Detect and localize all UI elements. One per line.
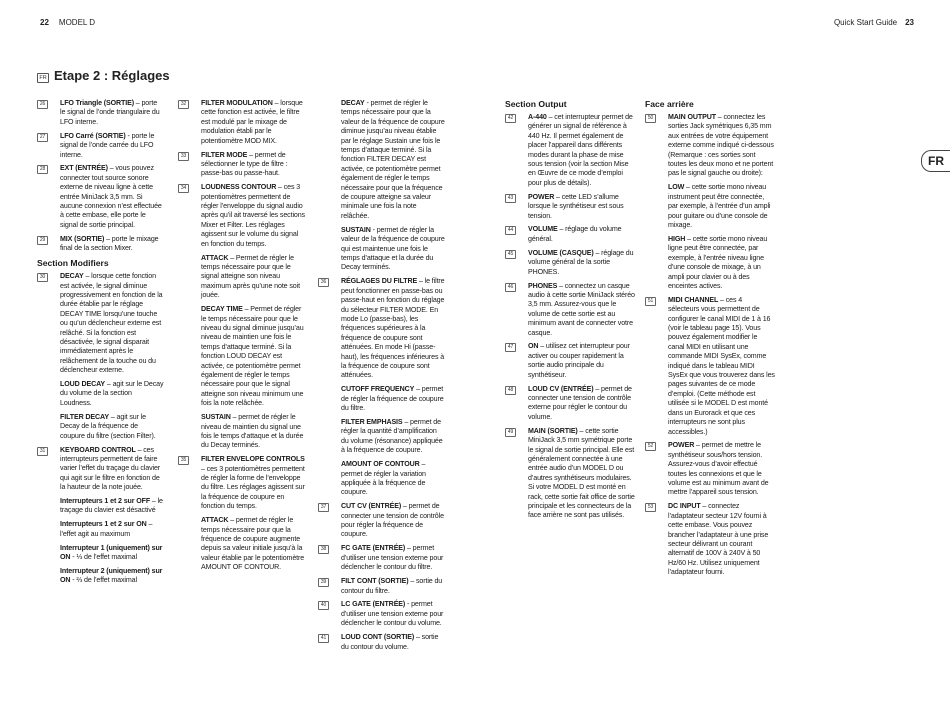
item-term: KEYBOARD CONTROL bbox=[60, 445, 136, 454]
sub-item bbox=[318, 418, 446, 456]
item-number: 42 bbox=[505, 114, 516, 123]
item-term: LC GATE (ENTRÉE) bbox=[341, 600, 406, 609]
sub-item bbox=[37, 497, 164, 516]
item-text: – permet de connecter une tension de contrôle pour régler la fréquence de coupure. bbox=[341, 502, 444, 539]
sub-term: DECAY bbox=[341, 99, 365, 107]
column-2 bbox=[178, 99, 306, 577]
sub-term: SUSTAIN bbox=[341, 225, 371, 234]
item-text: – connectez un casque audio à cette sortie MiniJack stéréo 3,5 mm. Assurez-vous que le volume de cette sortie est au minimum avant de connecter votre casque. bbox=[528, 281, 635, 337]
sub-term: ATTACK bbox=[201, 253, 229, 262]
item-number: 35 bbox=[178, 456, 189, 465]
item-text: – lorsque cette fonction est activée, le filtre est modulé par le mixage de modulation établi par le potentiomètre MOD MIX. bbox=[201, 99, 303, 145]
sub-term: ATTACK bbox=[201, 516, 229, 525]
list-item bbox=[318, 277, 446, 380]
list-item bbox=[318, 633, 446, 652]
sub-text: – agit sur le Decay de la fréquence de coupure du filtre (section Filter). bbox=[60, 412, 156, 440]
sub-text: - ⅓ de l’effet maximal bbox=[70, 553, 137, 562]
item-text: – réglage du volume général. bbox=[528, 225, 622, 243]
item-text: – ces 3 potentiomètres permettent de régler la forme de l’enveloppe du filtre. Les réglages agissent sur la fréquence de coupure en fonction du temps. bbox=[201, 464, 305, 511]
list-item bbox=[505, 193, 635, 221]
item-term: PHONES bbox=[528, 281, 558, 290]
sub-item bbox=[37, 413, 164, 441]
list-item bbox=[505, 225, 635, 244]
item-text: – ces 3 potentiomètres permettent de régler l’enveloppe du signal audio après qu’il ait traversé les sections Mixer et Filter. Les réglages agissent sur le volume du signal en fonction du temps. bbox=[201, 183, 305, 248]
sub-item bbox=[178, 254, 306, 301]
sub-text: – agit sur le Decay du volume de la section Loudness. bbox=[60, 380, 164, 407]
sub-text: - permet de régler la valeur de la fréquence de coupure qui est maintenue une fois le temps d’attaque et la durée du Decay terminés. bbox=[341, 225, 445, 272]
sub-text: – le traçage du clavier est désactivé bbox=[60, 497, 163, 515]
item-number: 48 bbox=[505, 386, 516, 395]
sub-item bbox=[37, 544, 164, 563]
item-number: 40 bbox=[318, 601, 329, 610]
column-5 bbox=[645, 99, 775, 582]
item-text: – ces 4 sélecteurs vous permettent de configurer le canal MIDI de 1 à 16 (voir le tableau page 15). Vous pouvez également modifier le canal MIDI en utilisant une commande MIDI SysEx, comme indiqué dans le tableau MIDI SysEx que vous trouverez dans les pages suivantes de ce mode d’emploi. (Cette méthode est utilisée si le MODEL D est monté dans un Eurorack et que ces interrupteurs ne sont plus accessibles.) bbox=[668, 295, 775, 436]
item-term: MAIN (SORTIE) bbox=[528, 426, 578, 435]
sub-item bbox=[37, 567, 164, 586]
sub-term: FILTER DECAY bbox=[60, 412, 110, 421]
header-left bbox=[40, 18, 95, 27]
sub-text: – permet de régler la quantité d’amplification du volume (résonance) appliquée à la fréquence de coupure. bbox=[341, 418, 443, 455]
page-title: Etape 2 : Réglages bbox=[54, 68, 170, 83]
item-number: 46 bbox=[505, 283, 516, 292]
item-term: MAIN OUTPUT bbox=[668, 113, 716, 121]
sub-term: Interrupteurs 1 et 2 sur ON bbox=[60, 520, 147, 529]
list-item bbox=[37, 132, 164, 160]
item-term: FILT CONT (SORTIE) bbox=[341, 577, 409, 586]
list-item bbox=[505, 427, 635, 521]
item-term: EXT (ENTRÉE) bbox=[60, 164, 108, 173]
list-item bbox=[178, 151, 306, 179]
item-text: – cette sortie MiniJack 3,5 mm symétrique porte le signal de sortie principal. Elle est généralement connectée à une entrée audio d’un MODEL D ou d’autres synthétiseurs modulaires. Si votre MODEL D est monté en rack, cette sortie fait office de sortie principale et les connecteurs de la face arrière ne sont pas utilisés. bbox=[528, 426, 635, 520]
item-number: 39 bbox=[318, 578, 329, 587]
item-number: 36 bbox=[318, 278, 329, 287]
section-heading: Section Modifiers bbox=[37, 258, 109, 269]
sub-term: LOUD DECAY bbox=[60, 380, 106, 389]
item-term: VOLUME bbox=[528, 225, 558, 234]
item-text: – cette LED s’allume lorsque le synthétiseur est sous tension. bbox=[528, 192, 624, 220]
item-term: FILTER MODULATION bbox=[201, 99, 273, 107]
item-number: 37 bbox=[318, 503, 329, 512]
language-badge: FR bbox=[37, 73, 49, 83]
sub-text: – cette sortie mono niveau ligne peut être connectée, par exemple, à l’entrée niveau ligne d’une console de mixage, à un ampli pour clavier ou à des enceintes actives. bbox=[668, 234, 768, 290]
sub-text: - ⅔ de l’effet maximal bbox=[70, 576, 137, 585]
list-item bbox=[318, 502, 446, 540]
sub-text: – Permet de régler le temps nécessaire pour que le niveau du signal diminue jusqu’au niveau de maintien une fois le temps d’attaque terminé. Si la fonction LOUD DECAY est activée, ce potentiomètre permet également de régler le temps nécessaire pour que le signal atteigne son niveau minimum une fois la note relâchée. bbox=[201, 305, 304, 408]
sub-term: FILTER EMPHASIS bbox=[341, 418, 403, 426]
sub-term: Interrupteur 1 (uniquement) sur ON bbox=[60, 543, 163, 562]
sub-term: AMOUNT OF CONTOUR bbox=[341, 460, 420, 469]
item-number: 41 bbox=[318, 634, 329, 643]
list-item bbox=[318, 600, 446, 628]
item-text: – sortie du contour du filtre. bbox=[341, 577, 443, 595]
item-text: – le filtre peut fonctionner en passe-bas ou passe-haut en fonction du réglage du sélecteur FILTER MODE. En mode Lo (passe-bas), les fréquences supérieures à la fréquence de coupure sont atténuées. En mode Hi (passe-haut), les fréquences inférieures à la fréquence de coupure sont atténuées. bbox=[341, 277, 445, 380]
sub-item bbox=[178, 305, 306, 408]
item-term: DC INPUT bbox=[668, 502, 701, 511]
item-number: 26 bbox=[37, 100, 48, 109]
item-number: 44 bbox=[505, 226, 516, 235]
item-number: 30 bbox=[37, 273, 48, 282]
sub-item bbox=[178, 516, 306, 572]
item-text: – porte le mixage final de la section Mixer. bbox=[60, 234, 159, 253]
sub-text: – permet de régler le niveau de maintien du signal une fois le temps d’attaque et la durée du Decay terminés. bbox=[201, 413, 304, 450]
list-item bbox=[37, 164, 164, 230]
item-number: 31 bbox=[37, 447, 48, 456]
list-item bbox=[178, 183, 306, 249]
col1-items bbox=[37, 99, 164, 254]
item-term: FILTER ENVELOPE CONTROLS bbox=[201, 455, 305, 464]
sub-item bbox=[318, 460, 446, 498]
item-number: 43 bbox=[505, 194, 516, 203]
sub-item bbox=[318, 385, 446, 413]
item-text: – porte le signal de l’onde triangulaire du LFO interne. bbox=[60, 99, 160, 126]
item-text: – réglage du volume général de la sortie PHONES. bbox=[528, 248, 634, 276]
sub-term: DECAY TIME bbox=[201, 305, 243, 314]
item-text: – lorsque cette fonction est activée, le signal diminue progressivement en fonction de la durée établie par le réglage DECAY TIME lorsqu’une touche ou qu’un déclencheur externe est relâché. Si la fonction est désactivée, le signal disparait immédiatement après le relâchement de la touche ou du déclencheur externe. bbox=[60, 272, 163, 375]
header-product: MODEL D bbox=[58, 18, 96, 27]
sub-term: LOW bbox=[668, 183, 685, 192]
item-text: – permet de connecter une tension de contrôle externe pour régler le contour du volume. bbox=[528, 384, 632, 421]
item-text: – sortie du contour du volume. bbox=[341, 633, 439, 651]
list-item bbox=[37, 235, 164, 254]
sub-item bbox=[645, 235, 775, 291]
sub-text: – permet de régler le temps nécessaire pour que la fréquence de coupure augmente depuis sa valeur initiale jusqu’à la valeur établie par le potentiomètre AMOUNT OF CONTOUR. bbox=[201, 516, 305, 572]
sub-term: CUTOFF FREQUENCY bbox=[341, 385, 415, 394]
item-term: LOUD CONT (SORTIE) bbox=[341, 633, 415, 642]
sub-text: – cette sortie mono niveau instrument peut être connectée, par exemple, à l’entrée d’un ampli pour guitare ou d’une console de mixage. bbox=[668, 183, 771, 229]
list-item bbox=[505, 385, 635, 423]
list-item bbox=[37, 272, 164, 375]
item-number: 29 bbox=[37, 236, 48, 245]
item-text: – permet d’utiliser une tension externe pour déclencher le contour du filtre. bbox=[341, 544, 444, 572]
section-heading: Section Output bbox=[505, 99, 567, 109]
page-number-left: 22 bbox=[40, 18, 49, 27]
sub-text: – l’effet agit au maximum bbox=[60, 520, 153, 538]
sub-text: – permet de régler la variation appliquée à la fréquence de coupure. bbox=[341, 460, 426, 497]
item-term: FILTER MODE bbox=[201, 150, 248, 159]
list-item bbox=[318, 544, 446, 572]
sub-term: HIGH bbox=[668, 234, 686, 243]
list-item bbox=[178, 455, 306, 511]
list-item bbox=[645, 502, 775, 577]
sub-item bbox=[37, 380, 164, 408]
item-number: 28 bbox=[37, 165, 48, 174]
sub-item bbox=[178, 413, 306, 451]
item-text: - permet d’utiliser une tension externe pour déclencher le contour du volume. bbox=[341, 600, 444, 628]
item-number: 38 bbox=[318, 545, 329, 554]
sub-item bbox=[37, 520, 164, 539]
item-number: 32 bbox=[178, 100, 189, 109]
item-text: – permet de sélectionner le type de filtre : passe-bas ou passe-haut. bbox=[201, 150, 288, 178]
item-term: RÉGLAGES DU FILTRE bbox=[341, 277, 418, 286]
column-4 bbox=[505, 99, 635, 525]
item-term: MIDI CHANNEL bbox=[668, 295, 719, 304]
sub-term: Interrupteurs 1 et 2 sur OFF bbox=[60, 497, 151, 506]
list-item bbox=[645, 113, 775, 179]
list-item bbox=[37, 446, 164, 493]
sub-item bbox=[645, 183, 775, 230]
item-term: FC GATE (ENTRÉE) bbox=[341, 544, 406, 553]
item-text: – vous pouvez connecter tout source sonore externe de niveau ligne à cette entrée MiniJack 3,5 mm. Si aucune connexion n’est effectuée à cette embase, elle porte le signal de sortie principal. bbox=[60, 164, 162, 229]
item-text: - porte le signal de l’onde carrée du LFO interne. bbox=[60, 131, 155, 159]
page-number-right: 23 bbox=[905, 18, 914, 27]
language-side-tab: FR bbox=[921, 150, 950, 172]
list-item bbox=[505, 282, 635, 338]
item-text: – ces interrupteurs permettent de faire varier l’effet du traçage du clavier qui agit sur le filtre en fonction de la hauteur de la note jouée. bbox=[60, 445, 161, 492]
item-number: 49 bbox=[505, 428, 516, 437]
header-guide-title: Quick Start Guide bbox=[833, 18, 898, 27]
sub-text: – Permet de régler le temps nécessaire pour que le signal atteigne son niveau maximum après qu’une note soit jouée. bbox=[201, 253, 300, 300]
sub-item bbox=[318, 99, 446, 221]
item-text: – cet interrupteur permet de générer un signal de référence à 440 Hz. Il permet également de placer l’appareil dans différents modes durant la phase de mise sous tension (voir la section Mise en Œuvre de ce mode d’emploi pour plus de détails). bbox=[528, 113, 633, 187]
section-heading: Face arrière bbox=[645, 99, 694, 109]
item-text: – connectez les sorties Jack symétriques 6,35 mm aux entrées de votre équipement externe comme indiqué ci-dessous (Remarque : ces sorties sont toutes les deux mono et ne portent pas le signal gauche ou droite): bbox=[668, 113, 774, 178]
item-number: 34 bbox=[178, 184, 189, 193]
item-term: POWER bbox=[528, 192, 555, 201]
item-number: 53 bbox=[645, 503, 656, 512]
sub-text: – permet de régler la fréquence de coupure du filtre. bbox=[341, 385, 444, 413]
sub-item bbox=[318, 226, 446, 273]
column-3 bbox=[318, 99, 446, 656]
item-term: LFO Triangle (SORTIE) bbox=[60, 99, 134, 107]
item-number: 27 bbox=[37, 133, 48, 142]
item-text: – utilisez cet interrupteur pour activer ou couper rapidement la sortie audio principale du synthétiseur. bbox=[528, 342, 630, 379]
sub-term: Interrupteur 2 (uniquement) sur ON bbox=[60, 566, 163, 585]
item-term: MIX (SORTIE) bbox=[60, 234, 105, 243]
column-1 bbox=[37, 99, 164, 590]
item-term: VOLUME (CASQUE) bbox=[528, 248, 594, 257]
item-term: A-440 bbox=[528, 113, 547, 121]
item-number: 51 bbox=[645, 297, 656, 306]
list-item bbox=[318, 577, 446, 596]
list-item bbox=[505, 113, 635, 188]
item-term: LFO Carré (SORTIE) bbox=[60, 131, 126, 140]
item-term: LOUD CV (ENTRÉE) bbox=[528, 384, 594, 393]
item-number: 52 bbox=[645, 442, 656, 451]
item-number: 33 bbox=[178, 152, 189, 161]
item-term: LOUDNESS CONTOUR bbox=[201, 183, 277, 192]
list-item bbox=[505, 342, 635, 380]
sub-text: - permet de régler le temps nécessaire pour que la valeur de la fréquence de coupure diminue jusqu’au niveau établie par le réglage Sustain une fois le temps d’attaque terminé. Si la fonction FILTER DECAY est activée, ce potentiomètre permet également de régler le temps nécessaire pour que la fréquence de coupure atteigne sa valeur minimale une fois la note relâchée. bbox=[341, 99, 445, 220]
item-number: 47 bbox=[505, 343, 516, 352]
list-item bbox=[37, 99, 164, 127]
item-term: ON bbox=[528, 342, 539, 351]
item-term: DECAY bbox=[60, 272, 84, 281]
item-term: POWER bbox=[668, 441, 695, 450]
item-number: 50 bbox=[645, 114, 656, 123]
item-term: CUT CV (ENTRÉE) bbox=[341, 502, 402, 511]
list-item bbox=[178, 99, 306, 146]
item-text: – connectez l’adaptateur secteur 12V fourni à cette embase. Vous pouvez brancher l’adaptateur à une prise secteur délivrant un courant alternatif de 100V à 240V à 50 Hz/60 Hz. Utilisez uniquement l’adaptateur fourni. bbox=[668, 502, 769, 577]
sub-term: SUSTAIN bbox=[201, 413, 231, 422]
item-number: 45 bbox=[505, 250, 516, 259]
item-text: – permet de mettre le synthétiseur sous/hors tension. Assurez-vous d’avoir effectué toutes les connexions et que le volume est au minimum avant de mettre l’appareil sous tension. bbox=[668, 441, 769, 497]
header-right bbox=[834, 18, 914, 27]
list-item bbox=[505, 249, 635, 277]
list-item bbox=[645, 441, 775, 497]
list-item bbox=[645, 296, 775, 437]
